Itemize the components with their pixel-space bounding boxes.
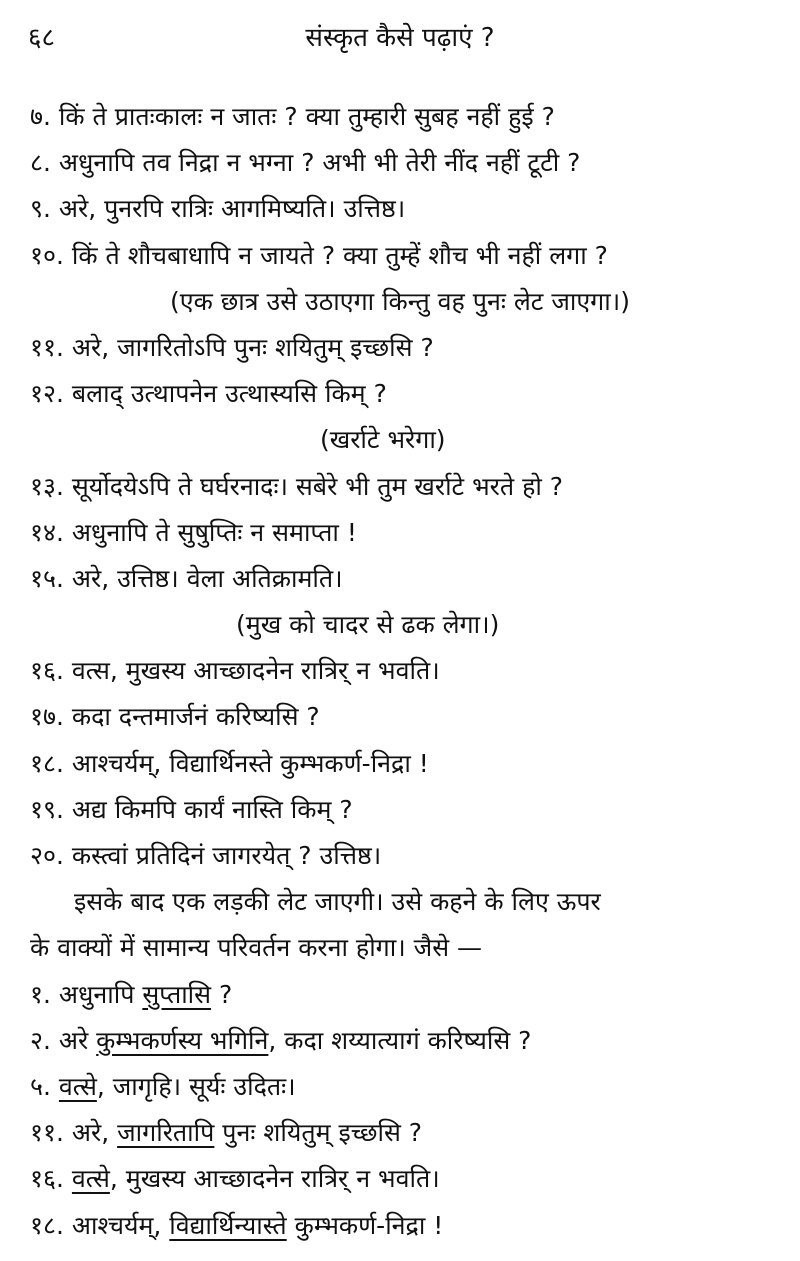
- sentence-9: ९. अरे, पुनरपि रात्रिः आगमिष्यति। उत्तिष्ठ।: [30, 194, 406, 224]
- underlined-word: वत्से: [58, 1071, 97, 1101]
- underlined-word: वत्से: [71, 1164, 110, 1194]
- sentence-14: १४. अधुनापि ते सुषुप्तिः न समाप्ता !: [30, 517, 357, 547]
- sentence-10: १०. किं ते शौचबाधापि न जायते ? क्या तुम्हें शौच भी नहीं लगा ?: [30, 240, 608, 270]
- paragraph-line: इसके बाद एक लड़की लेट जाएगी। उसे कहने के लिए ऊपर: [74, 887, 601, 917]
- sentence-16: १६. वत्स, मुखस्य आच्छादनेन रात्रिर् न भवति।: [30, 656, 440, 686]
- sentence-20: २०. कस्त्वां प्रतिदिनं जागरयेत् ? उत्तिष्ठ।: [30, 841, 382, 870]
- stage-note: (खर्राटे भरेगा): [320, 425, 446, 455]
- page-number: ६८: [28, 23, 56, 53]
- sentence-19: १९. अद्य किमपि कार्यं नास्ति किम् ?: [30, 794, 353, 824]
- sentence-12: १२. बलाद् उत्थापनेन उत्थास्यसि किम् ?: [30, 379, 387, 409]
- underlined-word: सुप्तासि: [142, 979, 212, 1009]
- variant-sentence-16: १६. वत्से, मुखस्य आच्छादनेन रात्रिर् न भवति।: [30, 1164, 440, 1194]
- variant-sentence-5: ५. वत्से, जागृहि। सूर्यः उदितः।: [30, 1071, 296, 1101]
- sentence-8: ८. अधुनापि तव निद्रा न भग्ना ? अभी भी तेरी नींद नहीं टूटी ?: [30, 148, 581, 178]
- variant-sentence-2: २. अरे कुम्भकर्णस्य भगिनि, कदा शय्यात्यागं करिष्यसि ?: [30, 1025, 532, 1055]
- page-header: [0, 14, 800, 54]
- variant-sentence-1: १. अधुनापि सुप्तासि ?: [30, 979, 233, 1009]
- underlined-word: जागरितापि: [117, 1118, 215, 1148]
- stage-note: (एक छात्र उसे उठाएगा किन्तु वह पुनः लेट जाएगा।): [170, 286, 630, 316]
- sentence-13: १३. सूर्योदयेऽपि ते घर्घरनादः। सबेरे भी तुम खर्राटे भरते हो ?: [30, 471, 564, 501]
- sentence-15: १५. अरे, उत्तिष्ठ। वेला अतिक्रामति।: [30, 563, 343, 593]
- sentence-18: १८. आश्चर्यम्, विद्यार्थिनस्ते कुम्भकर्ण-निद्रा !: [30, 748, 429, 778]
- variant-sentence-18: १८. आश्चर्यम्, विद्यार्थिन्यास्ते कुम्भकर्ण-निद्रा !: [30, 1210, 444, 1240]
- sentence-17: १७. कदा दन्तमार्जनं करिष्यसि ?: [30, 702, 320, 732]
- paragraph-line: के वाक्यों में सामान्य परिवर्तन करना होगा। जैसे —: [30, 933, 483, 963]
- underlined-word: विद्यार्थिन्यास्ते: [169, 1210, 287, 1240]
- sentence-7: ७. किं ते प्रातःकालः न जातः ? क्या तुम्हारी सुबह नहीं हुई ?: [30, 102, 555, 131]
- sentence-11: ११. अरे, जागरितोऽपि पुनः शयितुम् इच्छसि ?: [30, 332, 434, 362]
- page-body: [0, 94, 800, 1249]
- page-title: संस्कृत कैसे पढ़ाएं ?: [305, 23, 495, 53]
- variant-sentence-11: ११. अरे, जागरितापि पुनः शयितुम् इच्छसि ?: [30, 1118, 423, 1148]
- underlined-word: कुम्भकर्णस्य भगिनि: [96, 1025, 269, 1055]
- stage-note: (मुख को चादर से ढक लेगा।): [236, 610, 500, 640]
